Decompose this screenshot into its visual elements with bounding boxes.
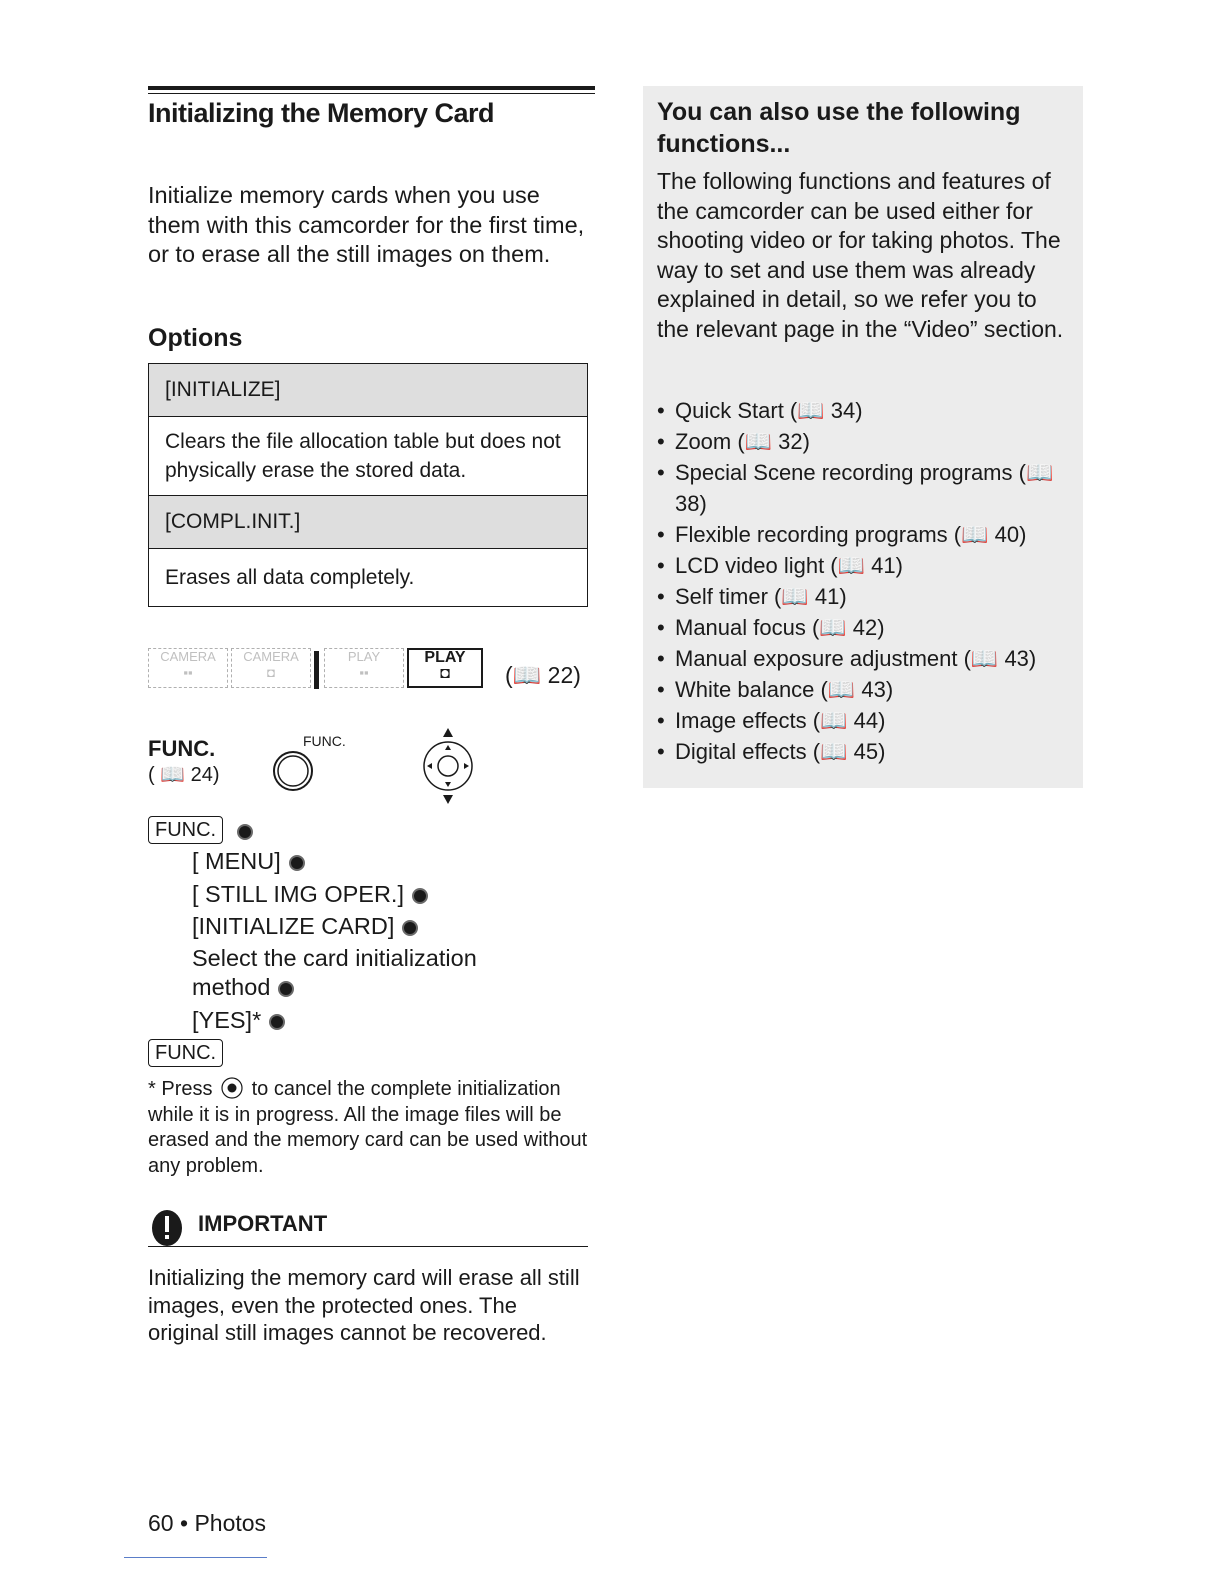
step-text: [ MENU] xyxy=(192,848,281,874)
options-table xyxy=(148,363,588,607)
option-description: Erases all data completely. xyxy=(165,566,415,589)
intro-paragraph: Initialize memory cards when you use them with this camcorder for the first time, or to erase all the still images on them. xyxy=(148,182,585,267)
page-footer xyxy=(148,1510,266,1537)
video-icon: ▪▪ xyxy=(359,665,369,680)
mode-play-photo-icon xyxy=(407,648,483,688)
option-name: [INITIALIZE] xyxy=(149,364,587,417)
mode-label: PLAY xyxy=(424,649,466,666)
mode-divider xyxy=(314,651,319,689)
set-button-icon xyxy=(402,920,418,936)
important-icon xyxy=(150,1208,186,1248)
step-func-end xyxy=(148,1039,223,1067)
footnote xyxy=(148,1076,588,1179)
option-description: Clears the file allocation table but does not physically erase the stored data. xyxy=(165,430,561,482)
step-select-method xyxy=(192,942,477,974)
important-label: IMPORTANT xyxy=(198,1211,328,1236)
mode-label: CAMERA xyxy=(243,649,299,664)
section-top-rule xyxy=(148,86,595,90)
page-number: 60 xyxy=(148,1510,174,1536)
list-item: • Zoom (📖 32) xyxy=(657,426,1077,457)
list-item: • LCD video light (📖 41) xyxy=(657,550,1077,581)
video-icon: ▪▪ xyxy=(183,665,193,680)
option-name: [COMPL.INIT.] xyxy=(149,495,587,549)
section-top-rule-thin xyxy=(148,93,595,94)
step-yes xyxy=(192,1004,285,1036)
related-functions-list xyxy=(657,395,1077,767)
func-button-label: FUNC. xyxy=(148,1039,223,1067)
list-item: • Image effects (📖 44) xyxy=(657,705,1077,736)
func-label: FUNC. xyxy=(148,736,216,761)
func-button-caption: FUNC. xyxy=(303,733,346,749)
page-section-name: Photos xyxy=(194,1510,267,1536)
important-rule xyxy=(148,1246,588,1247)
step-text: [YES]* xyxy=(192,1007,262,1033)
step-text: Select the card initialization xyxy=(192,945,477,971)
mode-label: CAMERA xyxy=(160,649,216,664)
joystick-small-icon xyxy=(218,1076,246,1100)
step-text: [ STILL IMG OPER.] xyxy=(192,881,404,907)
section-title: Initializing the Memory Card xyxy=(148,98,495,128)
step-text: [INITIALIZE CARD] xyxy=(192,913,395,939)
footer-bullet: • xyxy=(179,1510,195,1536)
related-functions-heading: You can also use the following functions... xyxy=(657,98,1021,158)
step-initialize-card xyxy=(192,910,418,942)
func-button-icon xyxy=(270,748,316,794)
step-func-start xyxy=(148,816,253,844)
footnote-text: to cancel the complete initialization while it is in progress. All the image files will be erased and the memory card can be used without any problem. xyxy=(148,1078,588,1177)
footnote-star: * xyxy=(148,1078,156,1100)
func-button-label: FUNC. xyxy=(148,816,223,844)
set-button-icon xyxy=(278,981,294,997)
mode-label: PLAY xyxy=(347,649,381,664)
mode-page-reference: (📖 22) xyxy=(505,662,581,688)
set-button-icon xyxy=(412,888,428,904)
mode-camera-photo-icon xyxy=(231,648,311,688)
set-button-icon xyxy=(289,855,305,871)
list-item: • White balance (📖 43) xyxy=(657,674,1077,705)
footnote-press: Press xyxy=(161,1078,213,1100)
mode-camera-video-icon xyxy=(148,648,228,688)
joystick-icon xyxy=(420,726,476,806)
list-item: • Manual focus (📖 42) xyxy=(657,612,1077,643)
mode-play-video-icon xyxy=(324,648,404,688)
list-item: • Flexible recording programs (📖 40) xyxy=(657,519,1077,550)
list-item: • Digital effects (📖 45) xyxy=(657,736,1077,767)
camera-icon: ◘ xyxy=(440,665,450,682)
important-text: Initializing the memory card will erase all still images, even the protected ones. The original still images cannot be recovered. xyxy=(148,1265,580,1345)
func-page-reference: ( 📖 24) xyxy=(148,764,220,786)
footer-rule xyxy=(124,1557,267,1558)
options-heading: Options xyxy=(148,324,243,352)
list-item: • Manual exposure adjustment (📖 43) xyxy=(657,643,1077,674)
step-menu xyxy=(192,845,305,877)
set-button-icon xyxy=(269,1014,285,1030)
list-item: • Self timer (📖 41) xyxy=(657,581,1077,612)
set-button-icon xyxy=(237,824,253,840)
step-still-img-oper xyxy=(192,878,428,910)
list-item: • Special Scene recording programs (📖 38) xyxy=(657,457,1077,519)
list-item: • Quick Start (📖 34) xyxy=(657,395,1077,426)
step-text: method xyxy=(192,974,271,1000)
step-select-method-cont xyxy=(192,971,294,1003)
related-functions-intro: The following functions and features of the camcorder can be used either for shooting video or for taking photos. The way to set and use them was already explained in detail, so we refer you to the relevant page in the “Video” section. xyxy=(657,168,1064,342)
camera-icon: ◘ xyxy=(267,665,275,680)
